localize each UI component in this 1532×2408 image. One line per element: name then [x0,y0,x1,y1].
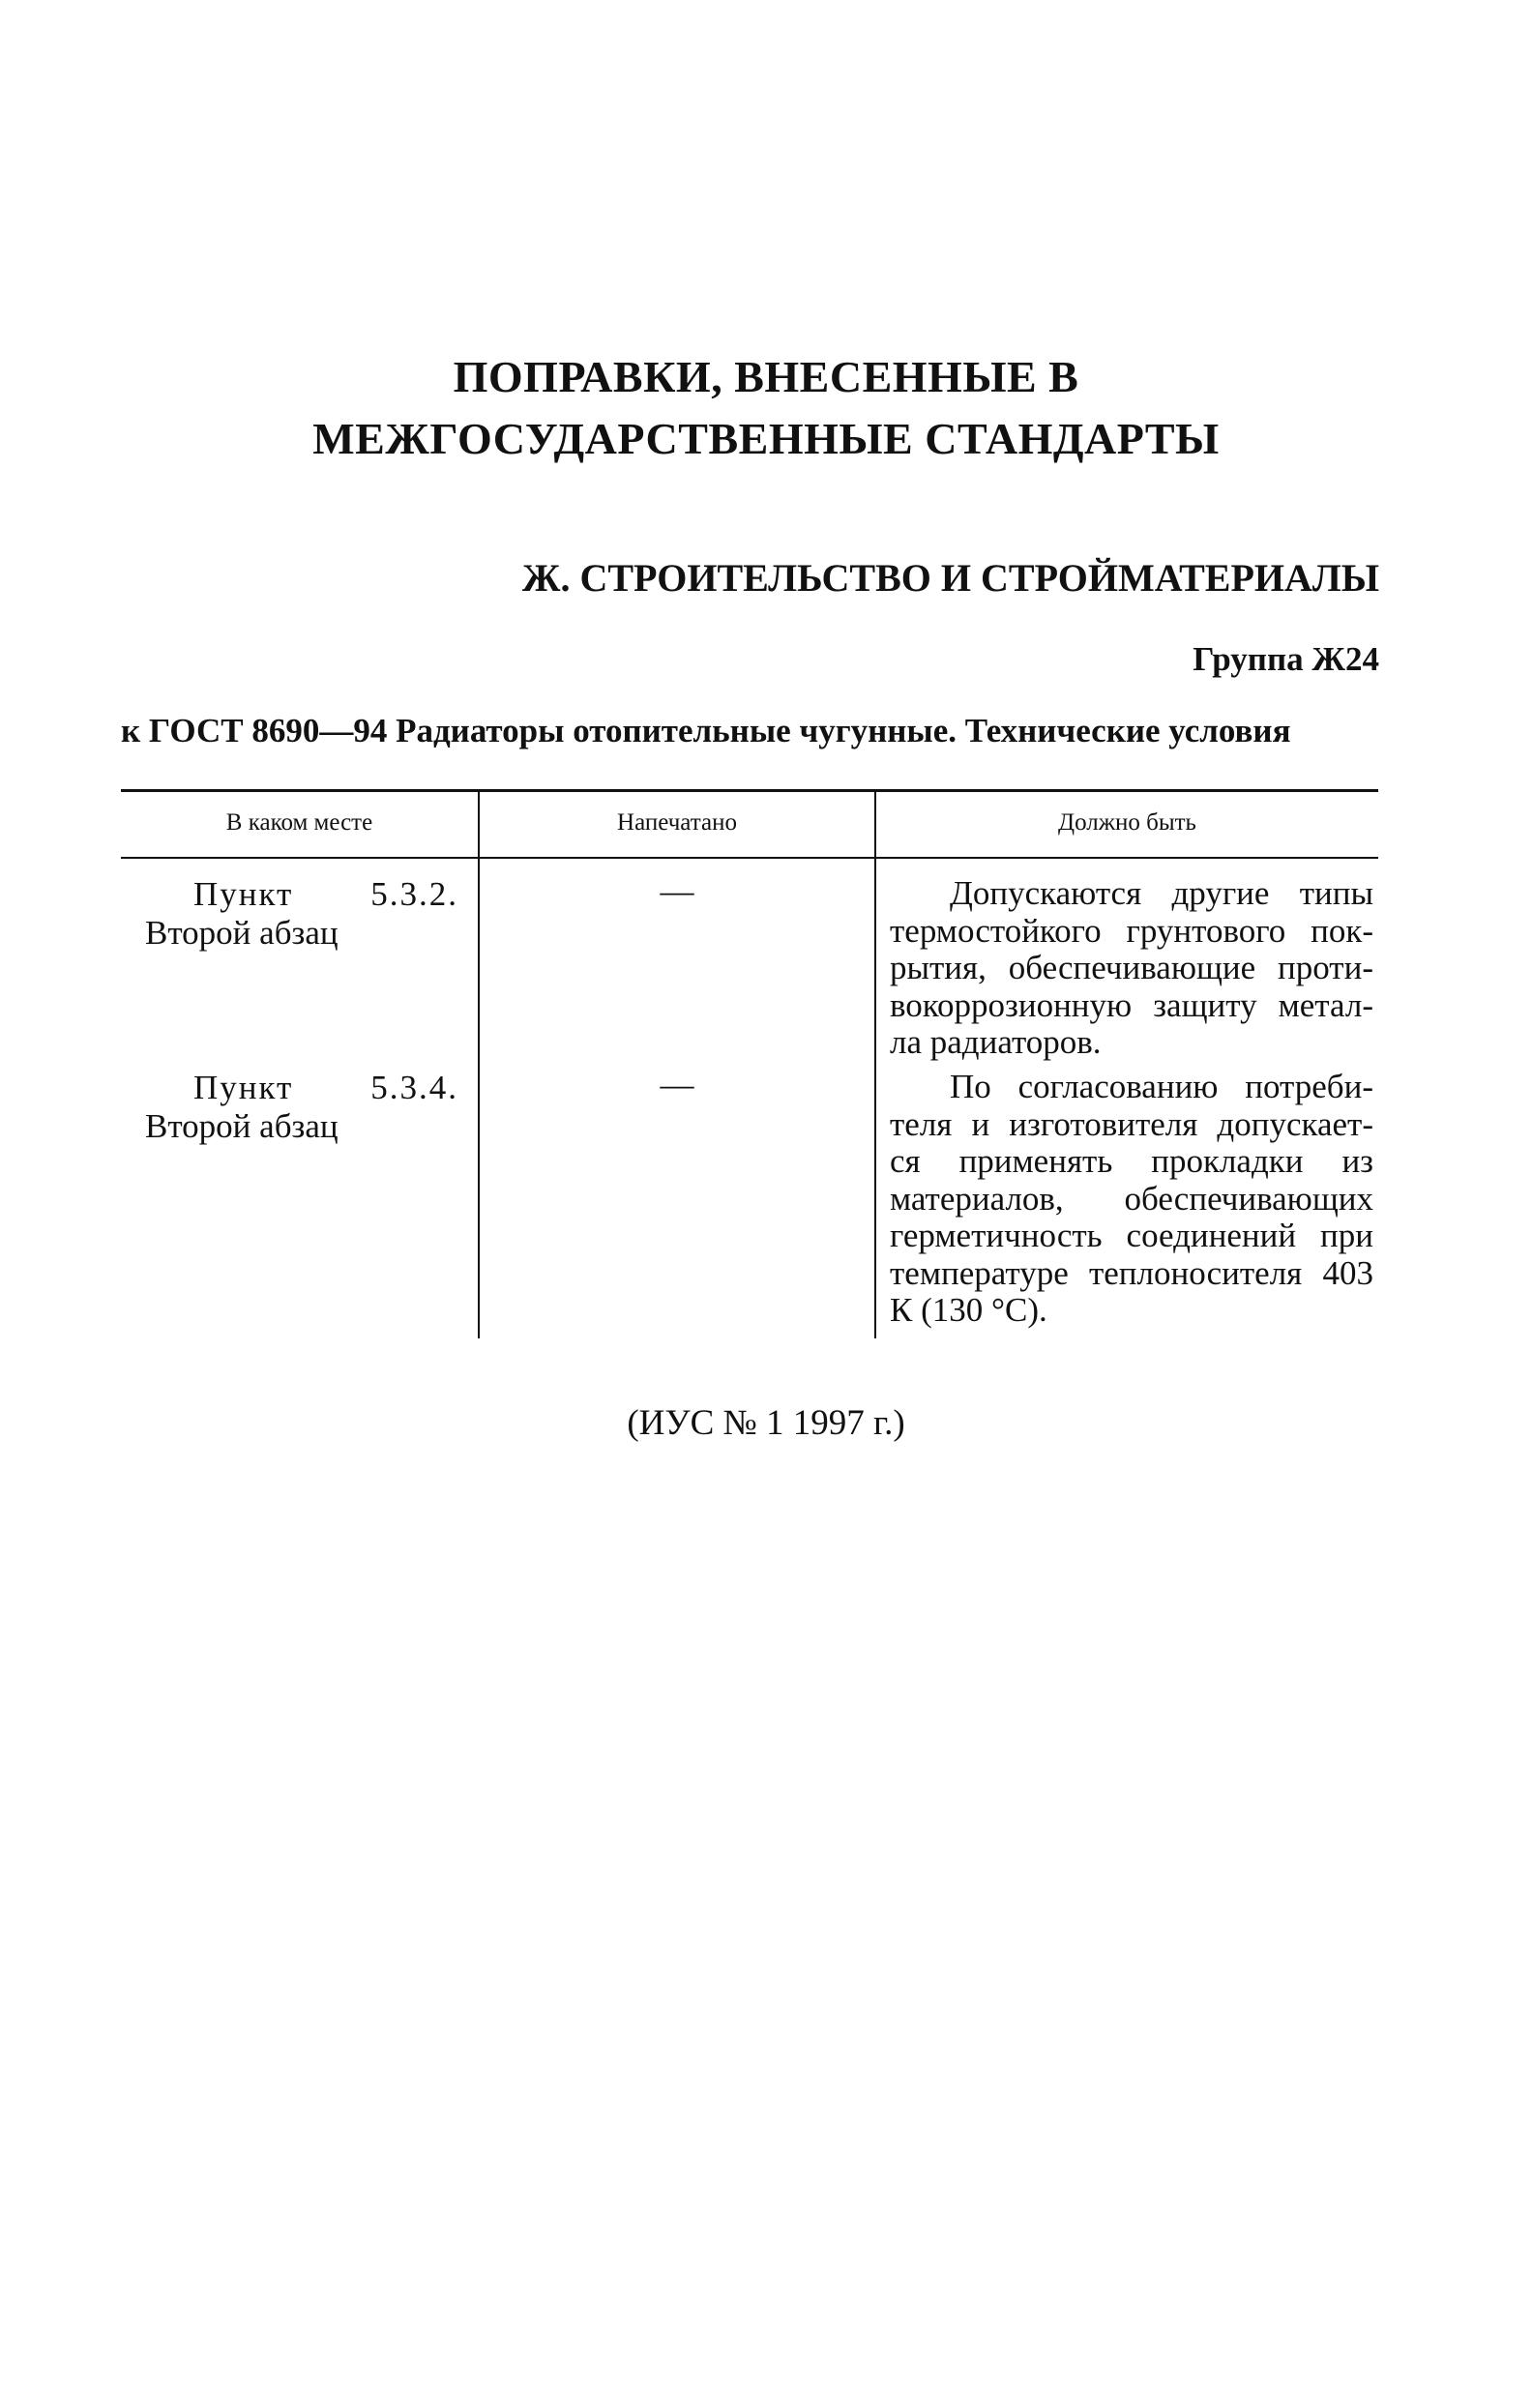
bulletin-reference: (ИУС № 1 1997 г.) [627,1403,905,1443]
row-1-should-be-line-4: вокоррозионную защиту метал- [890,985,1373,1024]
row-1-clause-number: 5.3.2. [370,875,458,913]
row-2-should-be-line-2: теля и изготовителя допускает- [890,1104,1373,1143]
header-place: В каком месте [225,809,373,836]
section-heading: Ж. СТРОИТЕЛЬСТВО И СТРОЙМАТЕРИАЛЫ [521,556,1379,600]
row-1-should-be-line-1: Допускаются другие типы [950,874,1373,912]
header-should-be: Должно быть [1058,809,1196,836]
row-1-should-be [890,875,1373,1062]
row-1-paragraph: Второй абзац [145,914,339,952]
row-2-clause [145,1069,458,1107]
document-title-line-1: ПОПРАВКИ, ВНЕСЕННЫЕ В [453,352,1079,401]
standard-reference: к ГОСТ 8690—94 Радиаторы отопительные чугунные. Технические условия [121,712,1291,749]
row-2-place [145,1069,458,1146]
row-2-should-be-line-6: температуре теплоносителя 403 [890,1253,1373,1292]
row-1-should-be-line-3: рытия, обеспечивающие проти- [890,949,1373,986]
row-2-clause-number: 5.3.4. [370,1069,458,1106]
table-header-rule [121,857,1378,859]
row-2-should-be [890,1069,1373,1330]
group-label: Группа Ж24 [1193,640,1379,678]
row-2-should-be-line-3: ся применять прокладки из [890,1142,1373,1180]
row-1-place [145,875,458,953]
row-2-should-be-line-4: материалов, обеспечивающих [890,1179,1373,1218]
row-1-should-be-line-2: термостойкого грунтового пок- [890,911,1373,950]
row-2-should-be-line-1: По согласованию потреби- [950,1068,1373,1105]
row-1-printed: — [660,872,694,910]
column-divider-2 [874,789,876,1338]
row-1-clause-word: Пункт [193,875,294,913]
document-title [0,346,1532,470]
row-2-should-be-line-5: герметичность соединений при [890,1217,1373,1254]
row-2-printed: — [660,1066,694,1103]
header-printed: Напечатано [617,809,737,836]
row-2-clause-word: Пункт [193,1069,294,1106]
row-2-should-be-line-7: К (130 °С). [890,1291,1047,1329]
document-title-line-2: МЕЖГОСУДАРСТВЕННЫЕ СТАНДАРТЫ [312,414,1220,463]
row-1-clause [145,875,458,914]
row-2-paragraph: Второй абзац [145,1107,339,1145]
amendments-table [121,789,1378,1338]
row-1-should-be-line-5: ла радиаторов. [890,1023,1102,1061]
